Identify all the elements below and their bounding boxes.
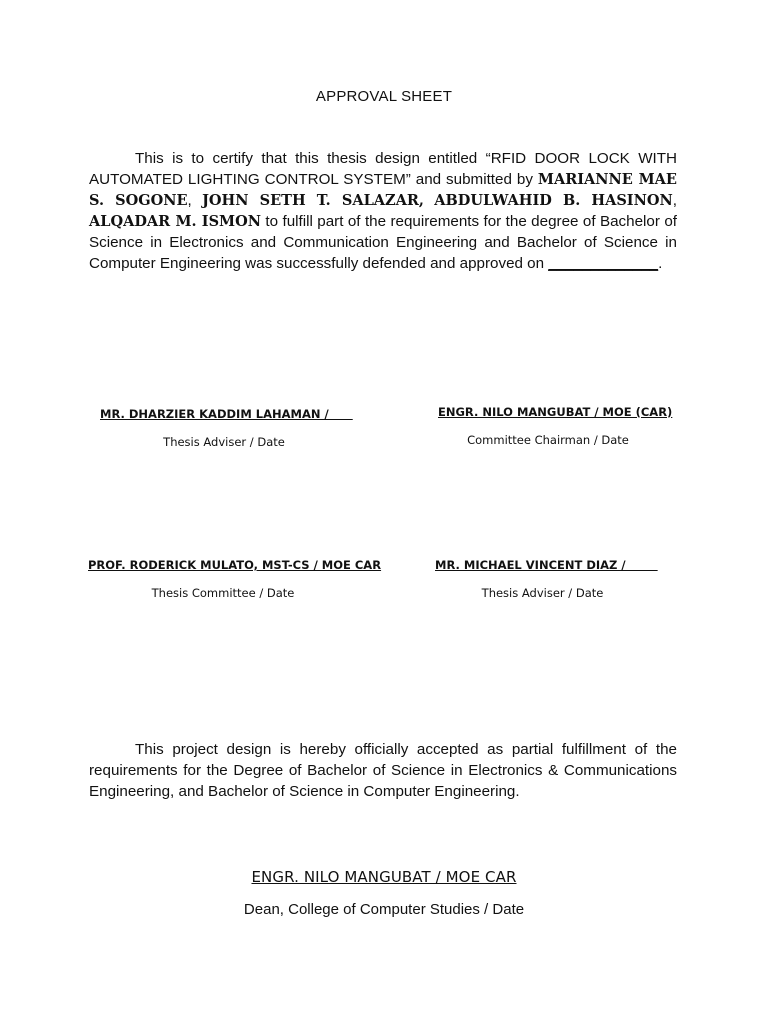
signature-block-chairman xyxy=(438,405,673,447)
sentence-end: . xyxy=(658,255,663,272)
dean-role: Dean, College of Computer Studies / Date xyxy=(243,901,525,918)
author-name: ABDULWAHID B. HASINON xyxy=(434,192,673,209)
signatory-name: MR. MICHAEL VINCENT DIAZ / xyxy=(435,558,658,572)
signature-block-adviser-1 xyxy=(100,407,353,449)
approval-date-blank: _____________ xyxy=(548,255,659,272)
author-separator: , xyxy=(672,192,677,209)
acceptance-text: This project design is hereby officially accepted as partial fulfillment of the requirements for the Degree of Bachelor of Science in Electronics & Communications Engineering, and Bachelor of Science in Computer Engineering. xyxy=(89,741,677,800)
dean-signature-block xyxy=(0,868,768,918)
signature-block-adviser-2 xyxy=(435,558,658,600)
signatory-role: Thesis Committee / Date xyxy=(151,586,295,600)
certification-body: to fulfill part of the requirements for the degree of Bachelor of Science in Electronics and Communication Engineering and Bachelor of Science in Computer Engineering was successfully defended and approved on xyxy=(89,213,677,272)
signatory-name: ENGR. NILO MANGUBAT / MOE (CAR) xyxy=(438,405,673,419)
signatory-name: PROF. RODERICK MULATO, MST-CS / MOE CAR xyxy=(88,558,382,572)
document-title: APPROVAL SHEET xyxy=(315,88,453,105)
author-separator xyxy=(424,192,434,209)
certification-paragraph xyxy=(89,148,677,274)
author-name: ALQADAR M. ISMON xyxy=(89,213,261,230)
certification-intro: This is to certify that this thesis design entitled “RFID DOOR LOCK WITH AUTOMATED LIGHTING CONTROL SYSTEM” and submitted by xyxy=(89,150,677,188)
signatory-name: MR. DHARZIER KADDIM LAHAMAN / xyxy=(100,407,353,421)
dean-name: ENGR. NILO MANGUBAT / MOE CAR xyxy=(251,868,517,886)
signatory-role: Thesis Adviser / Date xyxy=(163,435,285,449)
author-name: MARIANNE MAE S. SOGONE xyxy=(89,171,677,209)
signatory-role: Committee Chairman / Date xyxy=(467,433,629,447)
acceptance-paragraph xyxy=(89,739,677,802)
author-separator: , xyxy=(187,192,203,209)
author-name: JOHN SETH T. SALAZAR, xyxy=(202,192,424,209)
signature-block-committee xyxy=(88,558,382,600)
signatory-role: Thesis Adviser / Date xyxy=(481,586,604,600)
